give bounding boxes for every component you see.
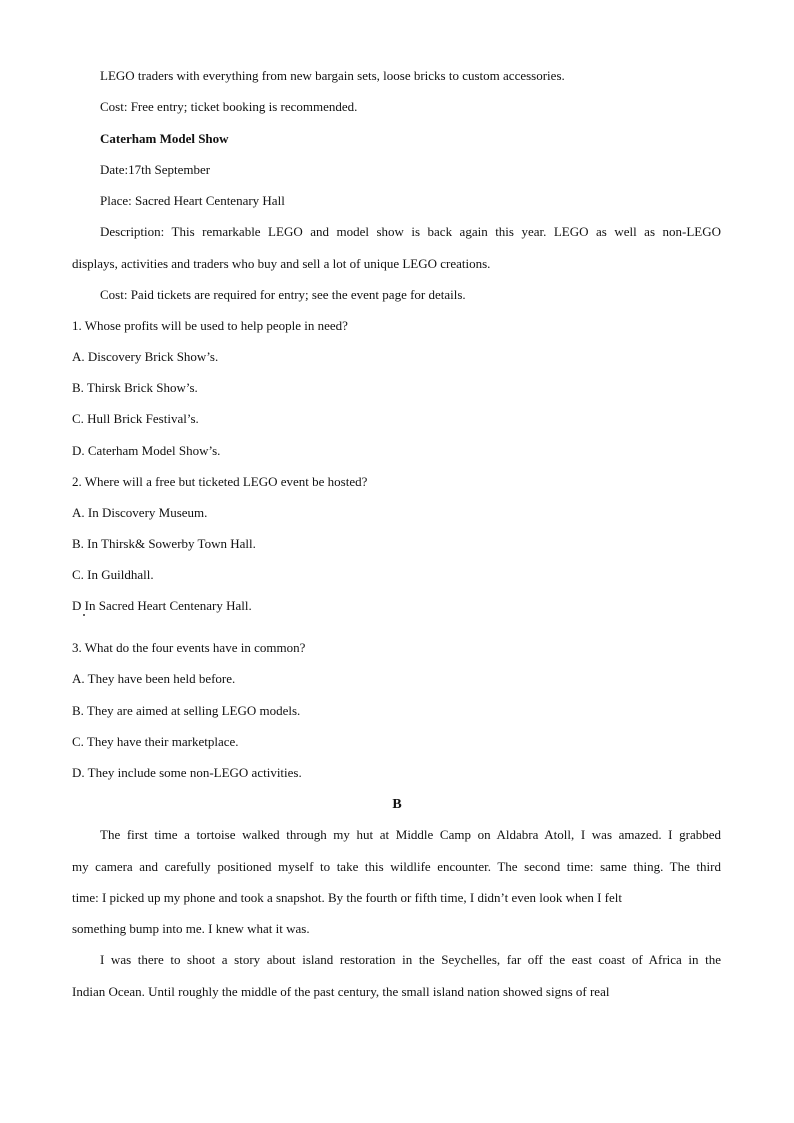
question-1-option-a: A. Discovery Brick Show’s. [72, 349, 219, 364]
question-2-option-d: D In Sacred Heart Centenary Hall. [72, 598, 252, 613]
passage-b-p1-line-3: time: I picked up my phone and took a snapshot. By the fourth or fifth time, I didn’t even look when I felt [72, 890, 622, 905]
caterham-place: Place: Sacred Heart Centenary Hall [100, 193, 285, 208]
caterham-cost: Cost: Paid tickets are required for entry; see the event page for details. [100, 287, 466, 302]
question-2-option-c: C. In Guildhall. [72, 567, 154, 582]
question-1-option-b: B. Thirsk Brick Show’s. [72, 380, 198, 395]
passage-b-p2-line-1: I was there to shoot a story about island restoration in the Seychelles, far off the east coast of Africa in the [100, 952, 721, 967]
question-1-option-c: C. Hull Brick Festival’s. [72, 411, 199, 426]
hull-cost-text: Cost: Free entry; ticket booking is recommended. [100, 99, 358, 114]
caterham-date: Date:17th September [100, 162, 211, 177]
question-3-option-c: C. They have their marketplace. [72, 734, 239, 749]
question-2-stem: 2. Where will a free but ticketed LEGO event be hosted? [72, 474, 368, 489]
question-3-option-d: D. They include some non-LEGO activities. [72, 765, 302, 780]
question-1-stem: 1. Whose profits will be used to help people in need? [72, 318, 348, 333]
question-2-option-a: A. In Discovery Museum. [72, 505, 208, 520]
question-1-option-d: D. Caterham Model Show’s. [72, 443, 221, 458]
question-2-option-b: B. In Thirsk& Sowerby Town Hall. [72, 536, 256, 551]
stray-dot-mark [83, 614, 85, 616]
passage-b-p1-line-4: something bump into me. I knew what it was. [72, 921, 310, 936]
caterham-description-line-1: Description: This remarkable LEGO and model show is back again this year. LEGO as well as non-LEGO [100, 224, 721, 239]
passage-b-p1-line-2: my camera and carefully positioned myself to take this wildlife encounter. The second time: same thing. The third [72, 859, 721, 874]
question-3-option-b: B. They are aimed at selling LEGO models. [72, 703, 301, 718]
passage-b-p1-line-1: The first time a tortoise walked through my hut at Middle Camp on Aldabra Atoll, I was amazed. I grabbed [100, 827, 721, 842]
caterham-description-line-2: displays, activities and traders who buy and sell a lot of unique LEGO creations. [72, 256, 491, 271]
question-3-option-a: A. They have been held before. [72, 671, 236, 686]
section-b-heading: B [392, 797, 402, 812]
question-3-stem: 3. What do the four events have in common? [72, 640, 306, 655]
passage-b-p2-line-2: Indian Ocean. Until roughly the middle of the past century, the small island nation showed signs of real [72, 984, 610, 999]
caterham-title: Caterham Model Show [100, 131, 229, 146]
hull-traders-text: LEGO traders with everything from new bargain sets, loose bricks to custom accessories. [100, 68, 565, 83]
